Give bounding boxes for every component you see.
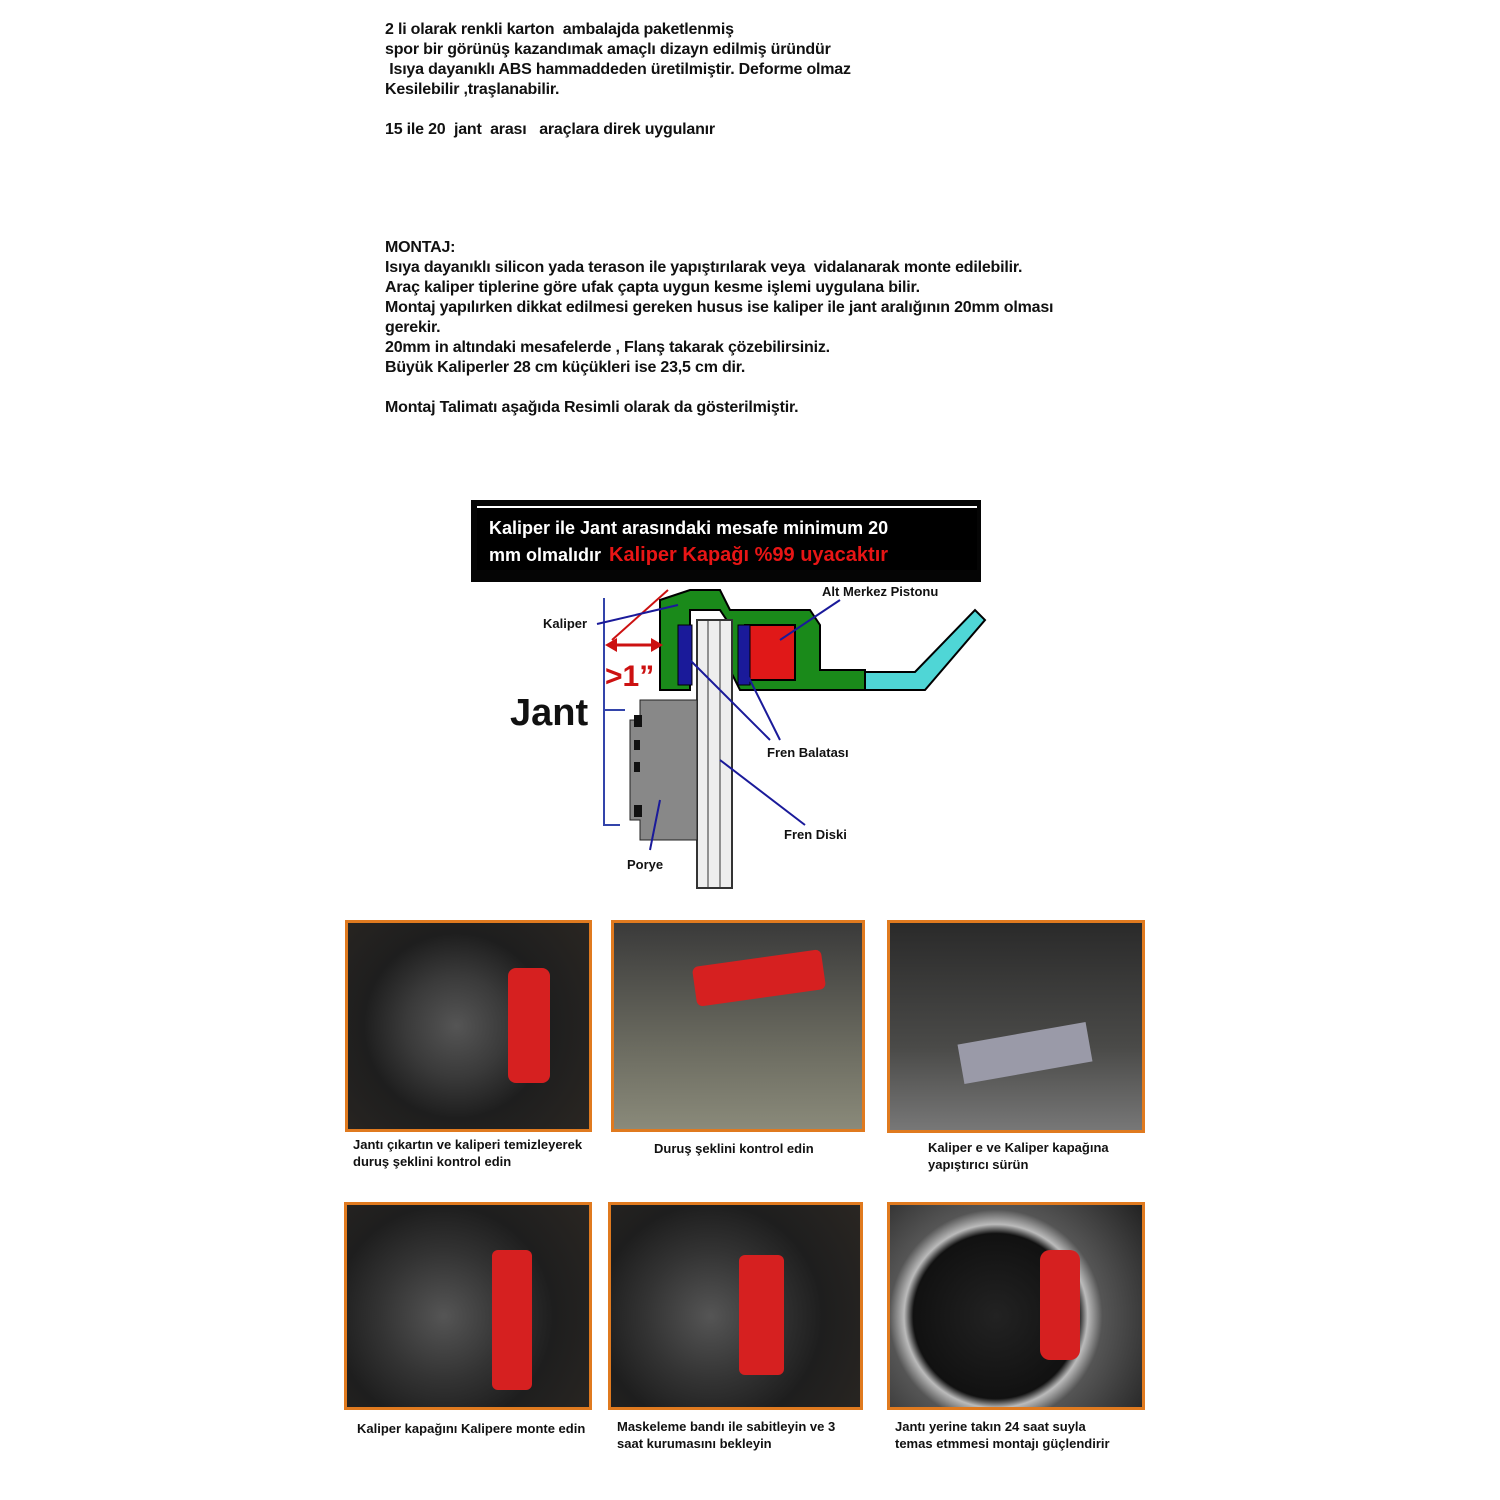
step-photo-6 bbox=[887, 1202, 1145, 1410]
step-photo-4 bbox=[344, 1202, 592, 1410]
header-line2: mm olmalıdır bbox=[489, 545, 602, 565]
step-caption-2: Duruş şeklini kontrol edin bbox=[654, 1141, 814, 1156]
montaj-line: Isıya dayanıklı silicon yada terason ile yapıştırılarak veya vidalanarak monte edilebilir. bbox=[385, 259, 1023, 276]
header-red: Kaliper Kapağı %99 uyacaktır bbox=[609, 544, 889, 566]
intro-line: 2 li olarak renkli karton ambalajda paketlenmiş bbox=[385, 21, 734, 38]
label-kaliper: Kaliper bbox=[543, 616, 588, 631]
montaj-line: Büyük Kaliperler 28 cm küçükleri ise 23,5 cm dir. bbox=[385, 359, 746, 376]
strut bbox=[865, 610, 985, 690]
montaj-line: Montaj yapılırken dikkat edilmesi gereken husus ise kaliper ile jant aralığının 20mm olması bbox=[385, 299, 1054, 316]
label-alt-merkez: Alt Merkez Pistonu bbox=[822, 584, 939, 599]
step-photo-3 bbox=[887, 920, 1145, 1133]
intro-line: Kesilebilir ,traşlanabilir. bbox=[385, 81, 560, 98]
brake-pad-left bbox=[678, 625, 692, 685]
label-distance: >1” bbox=[605, 660, 655, 693]
label-fren-diski: Fren Diski bbox=[784, 827, 847, 842]
brake-disc bbox=[697, 620, 732, 888]
step-photo-2 bbox=[611, 920, 865, 1132]
size-line: 15 ile 20 jant arası araçlara direk uygulanır bbox=[385, 121, 715, 138]
header-line1: Kaliper ile Jant arasındaki mesafe minimum 20 bbox=[489, 518, 889, 538]
label-jant: Jant bbox=[510, 692, 589, 734]
montaj-line: gerekir. bbox=[385, 319, 441, 336]
label-fren-balatasi: Fren Balatası bbox=[767, 745, 849, 760]
step-caption-3: Kaliper e ve Kaliper kapağına yapıştırıcı sürün bbox=[928, 1140, 1109, 1172]
label-porye: Porye bbox=[627, 857, 664, 872]
step-caption-6: Jantı yerine takın 24 saat suyla temas etmmesi montajı güçlendirir bbox=[895, 1419, 1110, 1451]
piston bbox=[745, 625, 795, 680]
step-photo-1 bbox=[345, 920, 592, 1132]
montaj-title: MONTAJ: bbox=[385, 239, 456, 256]
montaj-line: 20mm in altındaki mesafelerde , Flanş takarak çözebilirsiniz. bbox=[385, 339, 830, 356]
step-caption-1: Jantı çıkartın ve kaliperi temizleyerek duruş şeklini kontrol edin bbox=[353, 1137, 583, 1169]
step-caption-4: Kaliper kapağını Kalipere monte edin bbox=[357, 1421, 586, 1436]
step-photo-5 bbox=[608, 1202, 863, 1410]
montaj-line: Araç kaliper tiplerine göre ufak çapta uygun kesme işlemi uygulana bilir. bbox=[385, 279, 920, 296]
intro-line: spor bir görünüş kazandımak amaçlı dizayn edilmiş üründür bbox=[385, 41, 831, 58]
intro-line: Isıya dayanıklı ABS hammaddeden üretilmiştir. Deforme olmaz bbox=[385, 61, 851, 78]
montaj-footer: Montaj Talimatı aşağıda Resimli olarak da gösterilmiştir. bbox=[385, 399, 799, 416]
step-caption-5: Maskeleme bandı ile sabitleyin ve 3 saat kurumasını bekleyin bbox=[617, 1419, 836, 1451]
